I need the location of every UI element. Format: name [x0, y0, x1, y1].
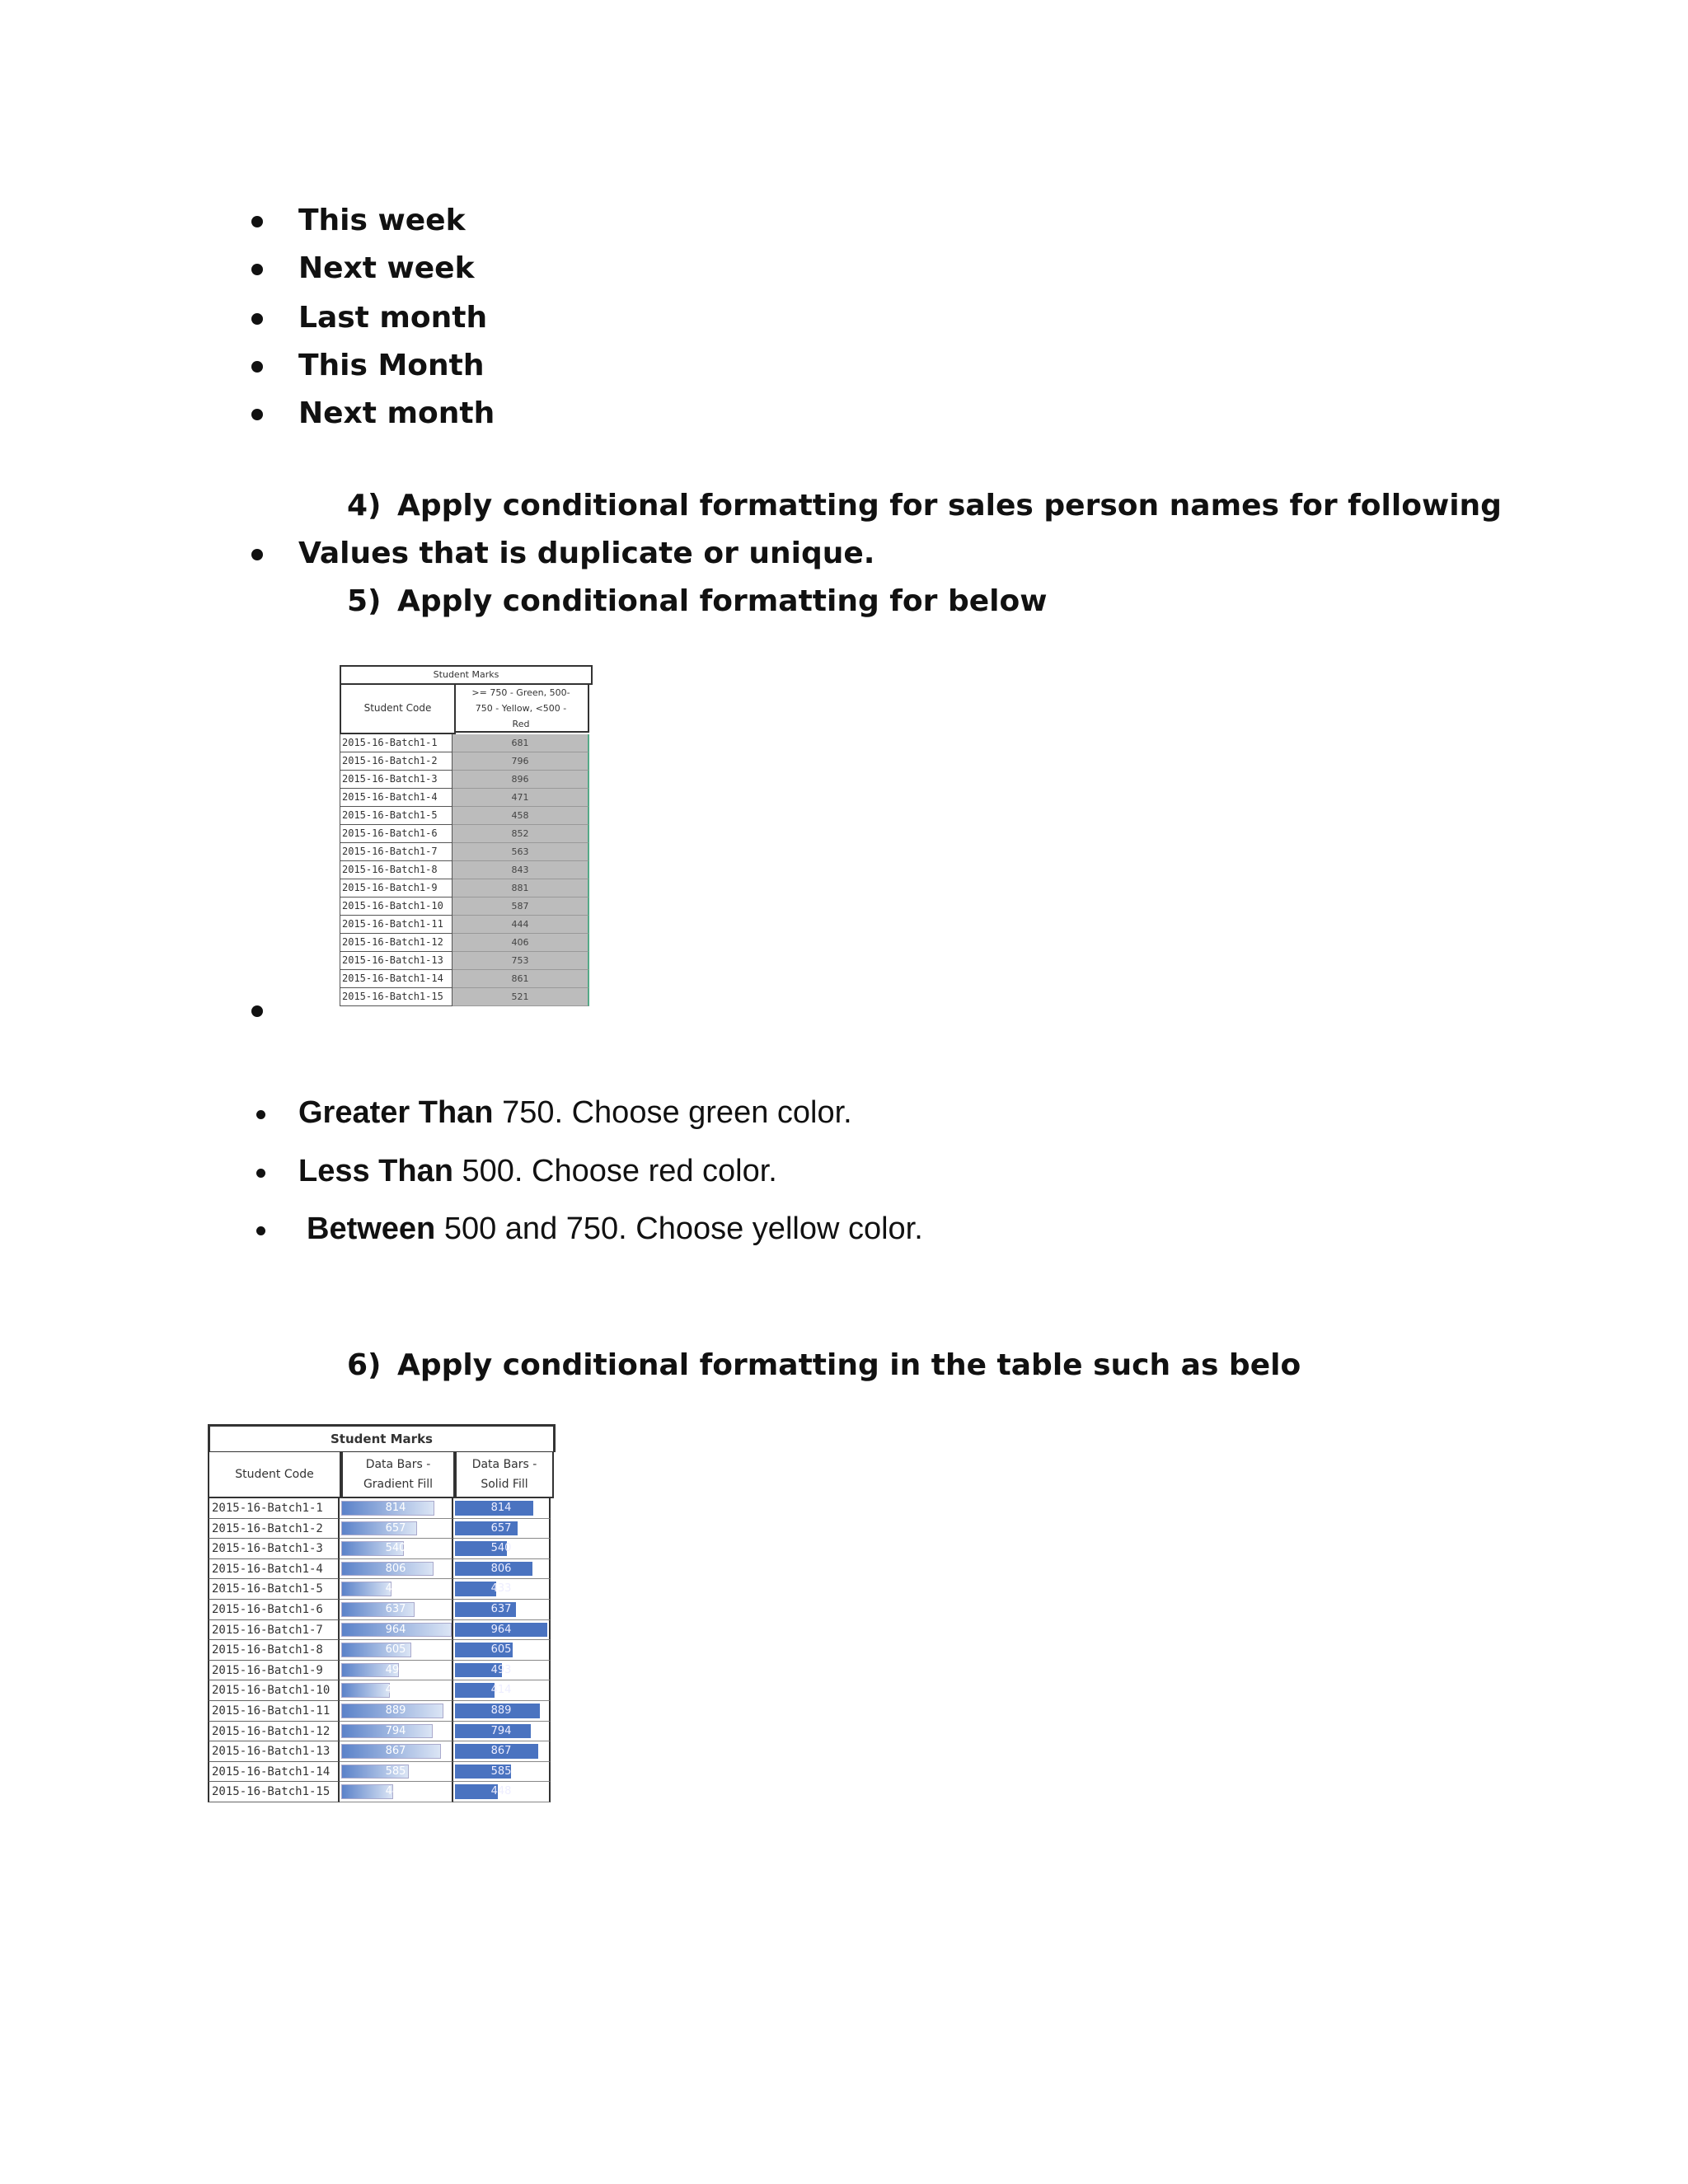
student-code-cell: 2015-16-Batch1-4: [340, 789, 452, 807]
question-number: 5): [347, 584, 382, 618]
mark-value: 605: [490, 1643, 512, 1657]
table-row: [340, 934, 591, 952]
table-row: [208, 1722, 554, 1742]
table-row: [208, 1661, 554, 1681]
rule-text: 500 and 750. Choose yellow color.: [435, 1212, 923, 1246]
table-row: [340, 988, 591, 1006]
rule-text: 500. Choose red color.: [452, 1154, 777, 1188]
bullet: [251, 216, 263, 227]
column-header: Student Code: [340, 683, 456, 734]
student-code-cell: 2015-16-Batch1-9: [208, 1661, 340, 1681]
mark-value: 806: [490, 1562, 512, 1575]
table-row: [340, 752, 591, 771]
rule-keyword: Greater Than: [298, 1095, 494, 1130]
table-row: [340, 898, 591, 916]
mark-cell: 681: [452, 734, 589, 752]
mark-value: 889: [490, 1704, 512, 1717]
gradient-fill-cell: [340, 1498, 453, 1519]
column-header: [455, 1452, 554, 1498]
table-row: [340, 861, 591, 879]
solid-fill-cell: [453, 1579, 551, 1600]
mark-cell: 406: [452, 934, 589, 952]
student-code-cell: 2015-16-Batch1-4: [208, 1559, 340, 1580]
mark-cell: 753: [452, 952, 589, 970]
student-code-cell: 2015-16-Batch1-14: [208, 1762, 340, 1783]
gradient-fill-cell: [340, 1620, 453, 1641]
bullet: [251, 264, 263, 275]
mark-cell: 458: [452, 807, 589, 825]
header-line: >= 750 - Green, 500-: [471, 687, 570, 698]
gradient-fill-cell: [340, 1722, 453, 1742]
student-code-cell: 2015-16-Batch1-13: [340, 952, 452, 970]
student-code-cell: 2015-16-Batch1-8: [340, 861, 452, 879]
solid-fill-cell: [453, 1600, 551, 1620]
gradient-fill-cell: [340, 1680, 453, 1701]
table-title: Student Marks: [208, 1424, 556, 1452]
mark-cell: 521: [452, 988, 589, 1006]
table-row: [208, 1559, 554, 1580]
solid-fill-cell: [453, 1519, 551, 1540]
mark-cell: 843: [452, 861, 589, 879]
student-code-cell: 2015-16-Batch1-1: [340, 734, 452, 752]
mark-value: 585: [385, 1765, 406, 1778]
table-row: [340, 789, 591, 807]
mark-value: 964: [490, 1623, 512, 1636]
student-code-cell: 2015-16-Batch1-9: [340, 879, 452, 898]
student-code-cell: 2015-16-Batch1-13: [208, 1741, 340, 1762]
solid-fill-cell: [453, 1741, 551, 1762]
mark-value: 806: [385, 1562, 406, 1575]
table-row: [340, 771, 591, 789]
solid-fill-cell: [453, 1782, 551, 1802]
mark-value: 637: [385, 1602, 406, 1615]
solid-fill-cell: [453, 1680, 551, 1701]
solid-fill-cell: [453, 1559, 551, 1580]
table-row: [340, 970, 591, 988]
table-row: [208, 1579, 554, 1600]
student-code-cell: 2015-16-Batch1-7: [208, 1620, 340, 1641]
gradient-fill-cell: [340, 1782, 453, 1802]
mark-value: 794: [385, 1724, 406, 1737]
bullet: [251, 313, 263, 325]
column-header: Student Code: [208, 1452, 341, 1498]
mark-cell: 852: [452, 825, 589, 843]
gradient-fill-cell: [340, 1519, 453, 1540]
solid-fill-cell: [453, 1620, 551, 1641]
list-item: Last month: [298, 301, 488, 335]
table-row: [208, 1620, 554, 1641]
table-row: [340, 916, 591, 934]
rule-item: [298, 1151, 777, 1191]
mark-cell: 896: [452, 771, 589, 789]
mark-value: 414: [490, 1684, 512, 1697]
bullet: [256, 1110, 265, 1119]
mark-value: 540: [490, 1542, 512, 1555]
header-line: Data Bars -: [365, 1458, 431, 1471]
rule-keyword: Less Than: [298, 1154, 453, 1188]
list-item: Next week: [298, 251, 475, 285]
mark-value: 585: [490, 1765, 512, 1778]
gradient-fill-cell: [340, 1579, 453, 1600]
student-code-cell: 2015-16-Batch1-10: [340, 898, 452, 916]
rule-keyword: Between: [307, 1212, 436, 1246]
student-code-cell: 2015-16-Batch1-3: [208, 1539, 340, 1559]
header-line: 750 - Yellow, <500 -: [475, 703, 567, 714]
header-line: Data Bars -: [471, 1458, 537, 1471]
solid-fill-cell: [453, 1661, 551, 1681]
header-line: Gradient Fill: [363, 1478, 434, 1491]
question-text: Apply conditional formatting in the table such as belo: [397, 1348, 1301, 1382]
table-row: [208, 1600, 554, 1620]
mark-value: 889: [385, 1704, 406, 1717]
rule-text: 750. Choose green color.: [493, 1095, 852, 1130]
student-code-cell: 2015-16-Batch1-3: [340, 771, 452, 789]
mark-value: 433: [490, 1582, 512, 1596]
list-item: Next month: [298, 396, 495, 430]
bullet: [256, 1169, 265, 1178]
table-row: [208, 1701, 554, 1722]
rule-item: [298, 1093, 852, 1132]
mark-value: 794: [490, 1724, 512, 1737]
student-code-cell: 2015-16-Batch1-15: [340, 988, 452, 1006]
gradient-fill-cell: [340, 1701, 453, 1722]
solid-fill-cell: [453, 1722, 551, 1742]
mark-value: 414: [385, 1684, 406, 1697]
table-row: [208, 1762, 554, 1783]
mark-cell: 796: [452, 752, 589, 771]
gradient-fill-cell: [340, 1600, 453, 1620]
student-code-cell: 2015-16-Batch1-2: [208, 1519, 340, 1540]
student-code-cell: 2015-16-Batch1-5: [208, 1579, 340, 1600]
solid-fill-cell: [453, 1701, 551, 1722]
table-row: [208, 1640, 554, 1661]
gradient-fill-cell: [340, 1559, 453, 1580]
table-row: [208, 1680, 554, 1701]
mark-value: 493: [490, 1663, 512, 1676]
mark-value: 814: [490, 1502, 512, 1514]
mark-value: 448: [385, 1785, 406, 1798]
mark-cell: 471: [452, 789, 589, 807]
table-row: [208, 1519, 554, 1540]
bullet: [256, 1226, 265, 1235]
table-row: [208, 1539, 554, 1559]
mark-cell: 587: [452, 898, 589, 916]
student-code-cell: 2015-16-Batch1-5: [340, 807, 452, 825]
student-code-cell: 2015-16-Batch1-15: [208, 1782, 340, 1802]
column-header: [454, 683, 589, 733]
table-row: [208, 1498, 554, 1519]
header-line: Solid Fill: [481, 1478, 528, 1491]
mark-value: 657: [385, 1521, 406, 1535]
table-row: [340, 734, 591, 752]
list-item: This Month: [298, 349, 485, 382]
mark-cell: 563: [452, 843, 589, 861]
student-code-cell: 2015-16-Batch1-10: [208, 1680, 340, 1701]
mark-value: 867: [385, 1745, 406, 1758]
mark-value: 814: [385, 1502, 406, 1514]
mark-value: 448: [490, 1785, 512, 1798]
list-item: Values that is duplicate or unique.: [298, 537, 875, 570]
student-code-cell: 2015-16-Batch1-2: [340, 752, 452, 771]
gradient-fill-cell: [340, 1539, 453, 1559]
mark-value: 637: [490, 1602, 512, 1615]
student-code-cell: 2015-16-Batch1-12: [208, 1722, 340, 1742]
bullet: [251, 1005, 263, 1017]
gradient-fill-cell: [340, 1640, 453, 1661]
table-title: Student Marks: [340, 665, 593, 685]
mark-cell: 881: [452, 879, 589, 898]
table-row: [340, 879, 591, 898]
gradient-fill-cell: [340, 1741, 453, 1762]
solid-fill-cell: [453, 1498, 551, 1519]
student-code-cell: 2015-16-Batch1-6: [340, 825, 452, 843]
student-code-cell: 2015-16-Batch1-1: [208, 1498, 340, 1519]
mark-value: 964: [385, 1623, 406, 1636]
mark-value: 493: [385, 1663, 406, 1676]
question-number: 6): [347, 1348, 382, 1382]
table-row: [208, 1782, 554, 1802]
student-code-cell: 2015-16-Batch1-14: [340, 970, 452, 988]
mark-cell: 861: [452, 970, 589, 988]
mark-cell: 444: [452, 916, 589, 934]
rule-item: [307, 1209, 923, 1249]
table-body: [340, 734, 591, 1006]
bullet: [251, 549, 263, 560]
mark-value: 867: [490, 1745, 512, 1758]
header-line: Red: [512, 719, 530, 729]
solid-fill-cell: [453, 1539, 551, 1559]
mark-value: 605: [385, 1643, 406, 1657]
student-code-cell: 2015-16-Batch1-6: [208, 1600, 340, 1620]
student-code-cell: 2015-16-Batch1-11: [340, 916, 452, 934]
gradient-fill-cell: [340, 1762, 453, 1783]
mark-value: 657: [490, 1521, 512, 1535]
table-body: [208, 1498, 554, 1802]
mark-value: 540: [385, 1542, 406, 1555]
table-row: [340, 825, 591, 843]
table-row: [340, 807, 591, 825]
student-code-cell: 2015-16-Batch1-11: [208, 1701, 340, 1722]
student-marks-table-image: [298, 655, 603, 1014]
question-number: 4): [347, 489, 382, 523]
gradient-fill-cell: [340, 1661, 453, 1681]
table-row: [340, 843, 591, 861]
data-bars-table-image: [208, 1424, 554, 1799]
question-text: Apply conditional formatting for below: [397, 584, 1048, 618]
list-item: This week: [298, 204, 466, 237]
student-code-cell: 2015-16-Batch1-7: [340, 843, 452, 861]
table-row: [340, 952, 591, 970]
student-code-cell: 2015-16-Batch1-12: [340, 934, 452, 952]
question-text: Apply conditional formatting for sales person names for following: [397, 489, 1502, 523]
mark-value: 433: [385, 1582, 406, 1596]
student-code-cell: 2015-16-Batch1-8: [208, 1640, 340, 1661]
column-header: [341, 1452, 455, 1498]
solid-fill-cell: [453, 1762, 551, 1783]
table-row: [208, 1741, 554, 1762]
solid-fill-cell: [453, 1640, 551, 1661]
bullet: [251, 409, 263, 420]
bullet: [251, 361, 263, 373]
